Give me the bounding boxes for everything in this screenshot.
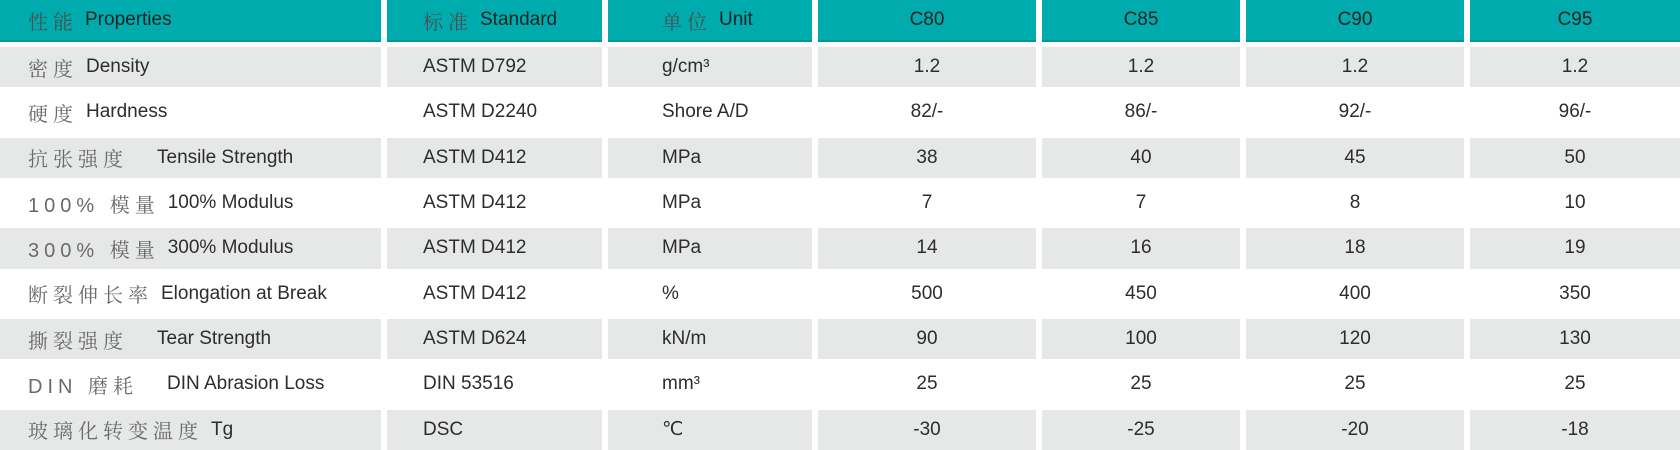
property-cell: [0, 274, 381, 314]
value-cell-c85: 1.2: [1042, 47, 1240, 87]
value-cell-c95: 350: [1470, 274, 1680, 314]
value-cell-c90: 92/-: [1246, 92, 1464, 132]
value-cell-c85: 7: [1042, 183, 1240, 223]
unit-cell: MPa: [608, 228, 812, 268]
unit-cell: kN/m: [608, 319, 812, 359]
property-cell: [0, 183, 381, 223]
value-cell-c95: 1.2: [1470, 47, 1680, 87]
property-label-zh: 密度: [28, 58, 78, 81]
value-cell-c80: 82/-: [818, 92, 1036, 132]
value-cell-c95: 10: [1470, 183, 1680, 223]
property-label-zh: 抗张强度: [28, 149, 128, 172]
value-cell-c85: 25: [1042, 364, 1240, 404]
value-cell-c80: 7: [818, 183, 1036, 223]
value-cell-c95: 19: [1470, 228, 1680, 268]
column-header-c90: C90: [1246, 0, 1464, 42]
unit-cell: ℃: [608, 410, 812, 450]
standard-cell: ASTM D412: [387, 228, 602, 268]
value-cell-c85: 86/-: [1042, 92, 1240, 132]
value-cell-c80: -30: [818, 410, 1036, 450]
standard-cell: ASTM D792: [387, 47, 602, 87]
value-cell-c90: -20: [1246, 410, 1464, 450]
value-cell-c80: 25: [818, 364, 1036, 404]
column-header-properties-zh: 性能: [28, 11, 78, 34]
property-label-en: Elongation at Break: [161, 282, 327, 304]
value-cell-c80: 38: [818, 138, 1036, 178]
property-label-en: Hardness: [86, 101, 168, 123]
property-label-en: Density: [86, 56, 150, 78]
value-cell-c95: -18: [1470, 410, 1680, 450]
value-cell-c90: 8: [1246, 183, 1464, 223]
property-label-en: DIN Abrasion Loss: [167, 373, 325, 395]
unit-cell: g/cm³: [608, 47, 812, 87]
property-label-zh: DIN 磨耗: [28, 375, 138, 398]
property-label-en: Tensile Strength: [157, 146, 294, 168]
column-header-properties: [0, 0, 381, 42]
standard-cell: ASTM D412: [387, 274, 602, 314]
value-cell-c95: 50: [1470, 138, 1680, 178]
standard-cell: DSC: [387, 410, 602, 450]
standard-cell: ASTM D412: [387, 183, 602, 223]
property-label-en: 300% Modulus: [167, 237, 294, 259]
value-cell-c95: 25: [1470, 364, 1680, 404]
property-label-zh: 300% 模量: [28, 239, 160, 262]
column-header-standard-en: Standard: [480, 9, 558, 30]
property-cell: [0, 138, 381, 178]
property-cell: [0, 364, 381, 404]
column-header-standard-zh: 标准: [423, 11, 473, 34]
column-header-unit: [608, 0, 812, 42]
value-cell-c85: 450: [1042, 274, 1240, 314]
unit-cell: mm³: [608, 364, 812, 404]
unit-cell: MPa: [608, 138, 812, 178]
property-label-zh: 撕裂强度: [28, 330, 128, 353]
value-cell-c90: 45: [1246, 138, 1464, 178]
property-label-en: 100% Modulus: [167, 192, 294, 214]
value-cell-c95: 96/-: [1470, 92, 1680, 132]
value-cell-c80: 1.2: [818, 47, 1036, 87]
standard-cell: ASTM D624: [387, 319, 602, 359]
property-label-en: Tear Strength: [157, 328, 272, 350]
property-label-zh: 硬度: [28, 103, 78, 126]
value-cell-c85: 40: [1042, 138, 1240, 178]
column-header-c95: C95: [1470, 0, 1680, 42]
property-cell: [0, 92, 381, 132]
value-cell-c90: 1.2: [1246, 47, 1464, 87]
unit-cell: %: [608, 274, 812, 314]
property-label-en: Tg: [211, 418, 234, 440]
column-header-unit-zh: 单位: [662, 11, 712, 34]
value-cell-c85: -25: [1042, 410, 1240, 450]
column-header-c85: C85: [1042, 0, 1240, 42]
value-cell-c80: 90: [818, 319, 1036, 359]
standard-cell: ASTM D412: [387, 138, 602, 178]
value-cell-c90: 25: [1246, 364, 1464, 404]
value-cell-c80: 500: [818, 274, 1036, 314]
standard-cell: DIN 53516: [387, 364, 602, 404]
value-cell-c90: 18: [1246, 228, 1464, 268]
unit-cell: Shore A/D: [608, 92, 812, 132]
property-label-zh: 断裂伸长率: [28, 285, 153, 308]
value-cell-c90: 400: [1246, 274, 1464, 314]
column-header-unit-en: Unit: [719, 9, 753, 30]
property-label-zh: 100% 模量: [28, 194, 160, 217]
column-header-properties-en: Properties: [85, 9, 172, 30]
standard-cell: ASTM D2240: [387, 92, 602, 132]
property-cell: [0, 319, 381, 359]
value-cell-c85: 100: [1042, 319, 1240, 359]
property-label-zh: 玻璃化转变温度: [28, 421, 203, 444]
value-cell-c80: 14: [818, 228, 1036, 268]
value-cell-c95: 130: [1470, 319, 1680, 359]
column-header-standard: [387, 0, 602, 42]
column-header-c80: C80: [818, 0, 1036, 42]
property-cell: [0, 410, 381, 450]
property-cell: [0, 47, 381, 87]
value-cell-c85: 16: [1042, 228, 1240, 268]
property-cell: [0, 228, 381, 268]
value-cell-c90: 120: [1246, 319, 1464, 359]
unit-cell: MPa: [608, 183, 812, 223]
